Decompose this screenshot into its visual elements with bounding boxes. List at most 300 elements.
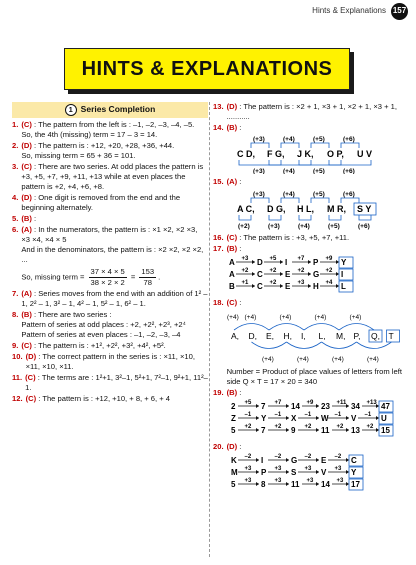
answer-body: (A) : A C, D G, H L, M R, S Y (+3) (+4) (+5) (+6) (+2) (+3) (+4) (+5) (+6) xyxy=(227,177,411,232)
op-bottom: (+4) xyxy=(331,356,344,364)
series-term: 5 xyxy=(230,426,236,436)
series-term: 47 xyxy=(380,402,390,412)
link-top xyxy=(281,143,299,148)
link-bottom xyxy=(269,215,281,220)
op-bottom: (+5) xyxy=(327,223,340,231)
arrow-head xyxy=(280,284,283,288)
q19-diagram xyxy=(227,399,397,439)
answer-item xyxy=(12,341,208,351)
answer-item xyxy=(12,310,208,340)
op-bottom: (+4) xyxy=(366,356,379,364)
arrow-head xyxy=(256,428,259,432)
link-top xyxy=(311,198,329,203)
answer-body: (B) : 2 +5 7 +7 14 +9 23 +11 34 +13 47 Z –1 Y –1 X –1 W –1 V –1 U 5 +2 7 +2 9 +2 11 +2 13 +2 15 xyxy=(227,388,411,441)
series-op: +1 xyxy=(241,280,248,287)
answer-body: (C) : There are two series. At odd places the pattern is +3, +5, +7, +9, +11, +13 while at even places the pattern is +2, +4, +6, +8. xyxy=(21,162,204,192)
series-letter: L, xyxy=(318,331,326,342)
series-op: +2 xyxy=(241,268,248,275)
answer-option: (C) xyxy=(226,298,238,308)
answer-option: (B) xyxy=(226,388,238,398)
question-number: 12. xyxy=(12,394,23,404)
series-letter: T xyxy=(388,331,394,342)
answer-body: (A) : In the numerators, the pattern is : ×1 ×2, ×2 ×3, ×3 ×4, ×4 × 5 And in the denominators, the pattern is : ×2 ×2, ×2 ×2, ... So, missing term = $\frac{37 \times 4 \times 5}{38 \times 2 \times 2}$ = $\frac{153}{78}$ . xyxy=(21,225,208,288)
question-number: 2. xyxy=(12,141,19,151)
arrow-head xyxy=(336,272,339,276)
series-term: C xyxy=(256,282,263,292)
answer-option: (D) xyxy=(25,352,37,362)
arrow-head xyxy=(376,428,379,432)
series-op: +11 xyxy=(336,400,346,407)
series-term: K xyxy=(230,456,237,466)
q18-wrap xyxy=(227,309,412,365)
answer-item xyxy=(12,225,208,288)
arrow-head xyxy=(256,470,259,474)
link-bottom xyxy=(299,160,341,165)
series-letter: D, xyxy=(248,331,257,342)
series-op: –2 xyxy=(334,454,341,461)
link-bottom xyxy=(329,215,341,220)
series-op: +2 xyxy=(366,424,373,431)
answer-item xyxy=(12,193,208,213)
series-term: E xyxy=(320,456,326,466)
series-op: +5 xyxy=(269,256,276,263)
series-op: +3 xyxy=(274,466,281,473)
op-bottom: (+4) xyxy=(282,168,295,175)
question-number: 14. xyxy=(213,123,224,133)
fraction-denominator: 38 × 2 × 2 xyxy=(90,278,125,288)
series-term: I xyxy=(260,456,263,466)
series-term: 7 xyxy=(260,402,266,412)
arrow-head xyxy=(308,284,311,288)
answer-item xyxy=(213,388,411,441)
answer-text: In the numerators, the pattern is : ×1 ×2, ×2 ×3, ×3 ×4, ×4 × 5 xyxy=(21,225,198,245)
series-letter: I, xyxy=(300,331,306,342)
arrow-head xyxy=(316,458,319,462)
op-top: (+5) xyxy=(312,191,325,199)
pair-letters: S Y xyxy=(356,204,371,215)
op-top: (+6) xyxy=(342,136,355,144)
series-letter: Q, xyxy=(370,331,380,342)
banner xyxy=(64,48,350,90)
op-top: (+4) xyxy=(349,314,361,322)
series-op: –1 xyxy=(334,412,341,419)
series-op: +3 xyxy=(274,478,281,485)
answer-text: The pattern is : ×2 + 1, ×3 + 1, ×2 + 1, ×3 + 1, ........... xyxy=(226,102,397,122)
series-term: E xyxy=(284,282,290,292)
arrow-head xyxy=(256,458,259,462)
op-top: (+4) xyxy=(314,314,326,322)
series-term: P xyxy=(260,468,266,478)
loop-top xyxy=(269,324,304,331)
question-number: 15. xyxy=(213,177,224,187)
answer-option: (A) xyxy=(21,225,32,235)
answer-item xyxy=(12,394,208,404)
series-letter: H, xyxy=(283,331,292,342)
series-op: +4 xyxy=(325,280,332,287)
series-term: 14 xyxy=(320,480,330,490)
link-top xyxy=(281,198,299,203)
op-top: (+5) xyxy=(312,136,325,144)
answer-option: (A) xyxy=(226,177,238,187)
answer-option: (D) xyxy=(226,442,238,452)
fraction-numerator: 153 xyxy=(139,267,156,278)
arrow-head xyxy=(336,260,339,264)
question-number: 3. xyxy=(12,162,19,172)
answer-body: (A) : Series moves from the end with an addition of 1² – 1, 2² – 1, 3² – 1, 4² – 1, 5² – 1, 6² – 1. xyxy=(21,289,208,309)
answer-option: (D) xyxy=(226,102,238,111)
series-op: +9 xyxy=(325,256,332,263)
series-term: G xyxy=(312,270,319,280)
series-term: C xyxy=(350,456,357,466)
series-term: 11 xyxy=(290,480,300,490)
question-number: 18. xyxy=(213,298,224,308)
question-number: 11. xyxy=(12,373,23,383)
link-bottom xyxy=(269,160,311,165)
question-number: 10. xyxy=(12,352,23,362)
arrow-head xyxy=(346,458,349,462)
answer-body: (C) : The terms are : 1²+1, 3²–1, 5²+1, 7²–1, 9²+1, 11²–1. xyxy=(25,373,208,393)
answer-body: (C) : The pattern is : +1², +2², +3², +4², +5². xyxy=(21,341,166,351)
series-op: +2 xyxy=(269,280,276,287)
q20-diagram xyxy=(227,453,397,493)
answer-item xyxy=(213,244,411,297)
question-number: 8. xyxy=(12,310,19,320)
question-number: 16. xyxy=(213,233,224,243)
series-term: D xyxy=(256,258,263,268)
arrow-head xyxy=(346,470,349,474)
series-term: G xyxy=(290,456,297,466)
answer-text: Series moves from the end with an addition of 1² – 1, 2² – 1, 3² – 1, 4² – 1, 5² – 1, 6² – 1. xyxy=(21,289,208,309)
answer-body: (D) : The correct pattern in the series is : ×11, ×10, ×11, ×10, ×11. xyxy=(25,352,195,372)
series-term: 14 xyxy=(290,402,300,412)
question-number: 6. xyxy=(12,225,19,235)
section-heading xyxy=(12,102,208,118)
answer-text: One digit is removed from the end and the beginning alternately. xyxy=(21,193,181,213)
section-number: 1 xyxy=(65,104,77,116)
series-term: C xyxy=(256,270,263,280)
question-number: 5. xyxy=(12,214,19,224)
series-term: V xyxy=(320,468,326,478)
answer-option: (C) xyxy=(226,233,238,243)
series-op: +3 xyxy=(297,280,304,287)
q19-wrap xyxy=(227,399,411,439)
answer-item xyxy=(12,141,208,161)
op-top: (+4) xyxy=(244,314,256,322)
answer-body: (D) : The pattern is : ×2 + 1, ×3 + 1, ×2 + 1, ×3 + 1, ........... xyxy=(226,102,397,122)
question-number: 9. xyxy=(12,341,19,351)
question-number: 7. xyxy=(12,289,19,299)
arrow-head xyxy=(346,482,349,486)
answer-item xyxy=(213,298,411,387)
op-bottom: (+2) xyxy=(237,223,250,231)
series-term: 8 xyxy=(260,480,266,490)
series-term: L xyxy=(340,282,346,292)
pair-letters: F G, xyxy=(266,149,285,160)
question-number: 13. xyxy=(213,102,224,111)
series-op: +3 xyxy=(306,478,313,485)
series-op: –1 xyxy=(304,412,311,419)
series-op: +2 xyxy=(297,268,304,275)
series-term: X xyxy=(290,414,296,424)
series-op: –2 xyxy=(274,454,281,461)
op-bottom: (+3) xyxy=(252,168,265,175)
op-top: (+4) xyxy=(279,314,291,322)
series-term: 2 xyxy=(230,402,236,412)
series-term: A xyxy=(228,258,235,268)
arrow-head xyxy=(316,404,319,408)
question-number: 19. xyxy=(213,388,224,398)
answer-text: The pattern is : +1², +2², +3², +4², +5². xyxy=(38,341,166,351)
running-head: Hints & Explanations xyxy=(312,6,386,15)
series-term: Y xyxy=(340,258,346,268)
arrow-head xyxy=(316,470,319,474)
fraction-equals: = xyxy=(128,272,138,282)
loop-bottom xyxy=(356,342,391,349)
series-op: +3 xyxy=(334,466,341,473)
arrow-head xyxy=(286,404,289,408)
series-term: 7 xyxy=(260,426,266,436)
series-letter: M, xyxy=(335,331,346,342)
arrow-head xyxy=(316,416,319,420)
answer-option: (C) xyxy=(21,341,32,351)
series-op: +2 xyxy=(274,424,281,431)
answer-text: The pattern from the left is : –1, –2, –3, –4, –5. xyxy=(38,120,195,129)
answer-item xyxy=(213,442,411,495)
answer-item xyxy=(12,214,208,224)
pair-letters: U V xyxy=(356,149,372,160)
question-number: 1. xyxy=(12,120,19,129)
link-top xyxy=(341,198,359,203)
series-term: 5 xyxy=(230,480,236,490)
answer-item xyxy=(12,120,208,140)
answer-body: (B) : There are two series : Pattern of series at odd places : +2, +2², +2³, +2⁴ Pattern of series at even places : –1, –2, –3, –4 xyxy=(21,310,208,340)
arrow-head xyxy=(316,428,319,432)
q14-wrap xyxy=(227,134,411,174)
arrow-head xyxy=(346,428,349,432)
series-term: Y xyxy=(260,414,266,424)
link-bottom xyxy=(329,160,371,165)
answer-text: The pattern is : +12, +10, + 8, + 6, + 4 xyxy=(42,394,171,404)
answer-body: (D) : K –2 I –2 G –2 E –2 C M +3 P +3 S +3 V +3 Y 5 +3 8 +3 11 +3 14 +3 17 xyxy=(227,442,411,495)
answer-option: (A) xyxy=(21,289,32,299)
answer-text: The terms are : 1²+1, 3²–1, 5²+1, 7²–1, 9²+1, 11²–1. xyxy=(25,373,208,393)
answer-body: (B) : C D, F G, J K, O P, U V (+3) (+4) (+5) (+6) (+3) (+4) (+5) (+6) xyxy=(227,123,411,176)
pair-letters: M R, xyxy=(326,204,346,215)
series-term: Y xyxy=(350,468,356,478)
arrow-head xyxy=(286,458,289,462)
link-bottom xyxy=(299,215,311,220)
series-op: +2 xyxy=(269,268,276,275)
answer-item xyxy=(213,102,411,122)
series-term: Z xyxy=(230,414,236,424)
loop-bottom xyxy=(321,342,356,349)
answer-body: (B) : xyxy=(21,214,37,224)
series-term: H xyxy=(312,282,319,292)
answer-option: (C) xyxy=(25,394,37,404)
op-top: (+3) xyxy=(252,191,265,199)
op-top: (+6) xyxy=(342,191,355,199)
arrow-head xyxy=(256,404,259,408)
answer-body: (C) : The pattern is : +12, +10, + 8, + 6, + 4 xyxy=(25,394,171,404)
series-term: S xyxy=(290,468,296,478)
loop-top xyxy=(234,324,269,331)
series-letter: E, xyxy=(265,331,274,342)
series-op: +3 xyxy=(304,466,311,473)
op-bottom: (+3) xyxy=(267,223,280,231)
arrow-head xyxy=(252,272,255,276)
fraction-tail: . xyxy=(158,272,161,282)
op-bottom: (+6) xyxy=(357,223,370,231)
q15-wrap xyxy=(227,188,411,230)
series-op: –1 xyxy=(274,412,281,419)
series-op: +7 xyxy=(297,256,304,263)
series-op: –1 xyxy=(364,412,371,419)
series-op: +13 xyxy=(366,400,377,407)
answer-text: So, missing term = 65 + 36 = 101. xyxy=(21,151,136,161)
series-op: +7 xyxy=(274,400,281,407)
question-number: 4. xyxy=(12,193,19,203)
banner-title: HINTS & EXPLANATIONS xyxy=(64,48,350,90)
series-op: +2 xyxy=(304,424,311,431)
answer-text: The correct pattern in the series is : ×11, ×10, ×11, ×10, ×11. xyxy=(25,352,195,372)
op-top: (+4) xyxy=(226,314,239,322)
link-bottom xyxy=(239,160,281,165)
series-term: 15 xyxy=(380,426,390,436)
q20-wrap xyxy=(227,453,411,493)
fraction xyxy=(89,267,127,288)
series-op: +2 xyxy=(244,424,251,431)
loop-top xyxy=(304,324,339,331)
answer-body: (C) : The pattern from the left is : –1, –2, –3, –4, –5. So, the 4th (missing) term = 17 – 3 = 14. xyxy=(21,120,208,140)
series-op: +3 xyxy=(244,466,251,473)
series-letter: A, xyxy=(230,331,239,342)
section-title: Series Completion xyxy=(80,104,156,115)
answer-text: And in the denominators, the pattern is : ×2 ×2, ×2 ×2, ... xyxy=(21,245,204,265)
fraction-lead: So, missing term = xyxy=(21,272,87,282)
link-bottom xyxy=(359,215,371,220)
series-term: 11 xyxy=(320,426,330,436)
series-term: 9 xyxy=(290,426,296,436)
series-op: +2 xyxy=(325,268,332,275)
arrow-head xyxy=(280,272,283,276)
q17-wrap xyxy=(227,255,411,295)
arrow-head xyxy=(346,404,349,408)
pair-letters: H L, xyxy=(296,204,314,215)
series-term: M xyxy=(230,468,238,478)
series-op: +2 xyxy=(336,424,343,431)
arrow-head xyxy=(286,416,289,420)
answer-text: Pattern of series at odd places : +2, +2², +2³, +2⁴ xyxy=(21,320,186,330)
arrow-head xyxy=(286,482,289,486)
arrow-head xyxy=(346,416,349,420)
answer-option: (C) xyxy=(21,120,32,129)
answer-option: (D) xyxy=(21,141,32,151)
op-bottom: (+6) xyxy=(342,168,355,175)
arrow-head xyxy=(308,260,311,264)
link-top xyxy=(311,143,329,148)
arrow-head xyxy=(256,482,259,486)
arrow-head xyxy=(286,428,289,432)
answer-body: (C) : A, D, E, H, I, L, M, P, Q, T (+4) (+4) (+4) (+4) (+4) (+4) (+4) (+4) (+4) Number = Product of place values of letters from left side Q × T = 17 × 20 = 340 xyxy=(227,298,412,387)
pair-letters: O P, xyxy=(326,149,344,160)
series-term: I xyxy=(340,270,343,280)
fraction-numerator: 37 × 4 × 5 xyxy=(89,267,127,278)
op-bottom: (+4) xyxy=(261,356,274,364)
series-op: +3 xyxy=(241,256,248,263)
series-op: +5 xyxy=(244,400,251,407)
series-term: A xyxy=(228,270,235,280)
series-term: I xyxy=(284,258,287,268)
op-bottom: (+4) xyxy=(296,356,309,364)
answer-body: (C) : The pattern is : +3, +5, +7, +11. xyxy=(226,233,350,243)
answer-option: (C) xyxy=(25,373,36,383)
series-term: 34 xyxy=(350,402,360,412)
answer-list-left xyxy=(12,120,208,404)
loop-top xyxy=(339,324,374,331)
series-term: 23 xyxy=(320,402,330,412)
answer-option: (C) xyxy=(21,162,32,172)
pair-letters: A C, xyxy=(236,204,255,215)
series-term: 17 xyxy=(350,480,360,490)
arrow-head xyxy=(256,416,259,420)
question-number: 20. xyxy=(213,442,224,452)
link-top xyxy=(341,143,359,148)
series-term: B xyxy=(228,282,235,292)
series-term: W xyxy=(320,414,329,424)
answer-option: (B) xyxy=(21,310,32,320)
loop-bottom xyxy=(286,342,321,349)
op-top: (+4) xyxy=(282,136,295,144)
page-number: 157 xyxy=(391,3,408,20)
arrow-head xyxy=(286,470,289,474)
answer-text: There are two series : xyxy=(38,310,112,320)
loop-bottom xyxy=(251,342,286,349)
series-op: +9 xyxy=(306,400,313,407)
series-term: E xyxy=(284,270,290,280)
q18-diagram xyxy=(227,309,412,365)
answer-item xyxy=(12,373,208,393)
right-column xyxy=(213,102,411,496)
answer-option: (B) xyxy=(226,123,238,133)
answer-body: (D) : The pattern is : +12, +20, +28, +36, +44. So, missing term = 65 + 36 = 101. xyxy=(21,141,208,161)
fraction-denominator: 78 xyxy=(143,278,152,288)
series-term: P xyxy=(312,258,318,268)
answer-text: There are two series. At odd places the pattern is +3, +5, +7, +9, +11, +13 while at even places the pattern is +2, +4, +6, +8. xyxy=(21,162,204,192)
fraction-line xyxy=(21,267,208,288)
answer-item xyxy=(12,289,208,309)
answer-option: (B) xyxy=(226,244,238,254)
answer-item xyxy=(213,177,411,232)
pair-letters: C D, xyxy=(236,149,255,160)
series-term: V xyxy=(350,414,356,424)
series-op: +3 xyxy=(336,478,343,485)
arrow-head xyxy=(376,416,379,420)
series-op: +3 xyxy=(244,478,251,485)
answer-item xyxy=(12,352,208,372)
arrow-head xyxy=(308,272,311,276)
q15-diagram xyxy=(227,188,397,230)
op-bottom: (+4) xyxy=(297,223,310,231)
answer-text: Pattern of series at even places : –1, –2, –3, –4 xyxy=(21,330,181,340)
answer-text: So, the 4th (missing) term = 17 – 3 = 14. xyxy=(21,130,158,140)
fraction-result xyxy=(139,267,156,288)
series-op: –2 xyxy=(244,454,251,461)
arrow-head xyxy=(252,284,255,288)
op-top: (+4) xyxy=(282,191,295,199)
series-op: –1 xyxy=(244,412,251,419)
column-divider xyxy=(209,102,210,557)
op-top: (+3) xyxy=(252,136,265,144)
